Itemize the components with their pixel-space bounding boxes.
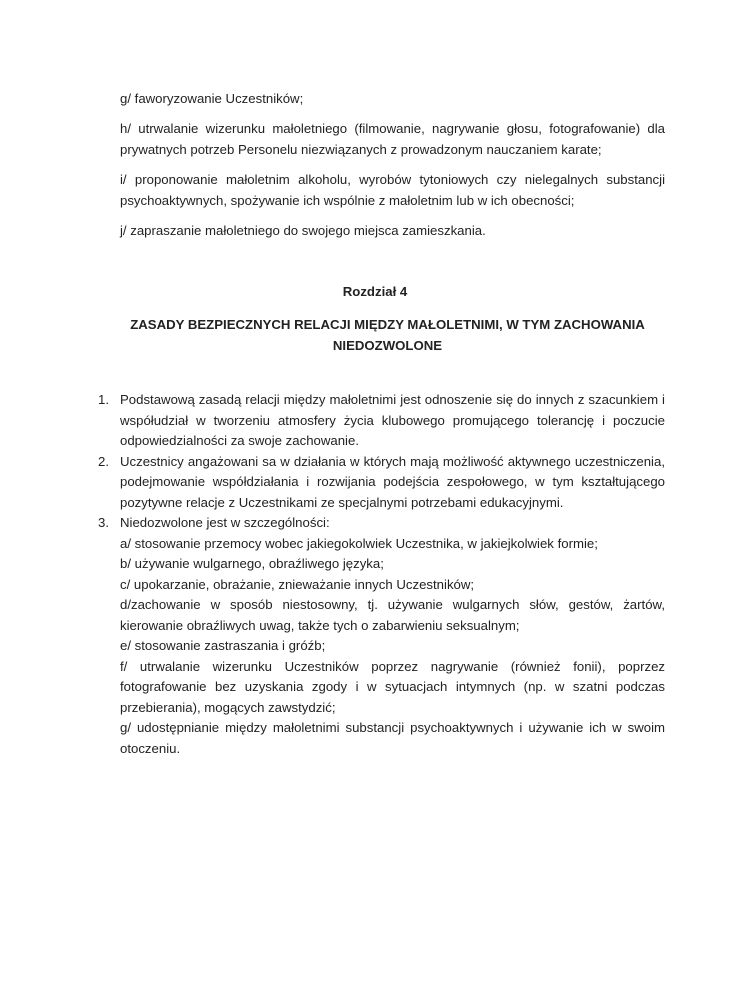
rule-number: 1.	[98, 392, 109, 407]
rule-text: Niedozwolone jest w szczególności:	[120, 515, 330, 530]
rule-subitem-b: b/ używanie wulgarnego, obraźliwego języka;	[120, 556, 384, 571]
rule-item-1	[98, 390, 665, 452]
rule-number: 2.	[98, 453, 109, 469]
rule-subitem-d: d/zachowanie w sposób niestosowny, tj. używanie wulgarnych słów, gestów, żartów, kierowanie obraźliwych uwag, także tych o zabarwieniu seksualnym;	[120, 597, 665, 633]
rule-text: Uczestnicy angażowani sa w działania w których mają możliwość aktywnego uczestniczenia, podejmowanie współdziałania i rozwijania podejścia zespołowego, w tym kształtującego pozytywne relacje z Uczestnikami ze specjalnymi potrzebami edukacyjnymi.	[120, 453, 665, 510]
rule-text: Podstawową zasadą relacji między małoletnimi jest odnoszenie się do innych z szacunkiem i współudział w tworzeniu atmosfery życia klubowego promującego tolerancję i poczucie odpowiedzialności za swoje zachowanie.	[120, 392, 665, 448]
rule-subitem-e: e/ stosowanie zastraszania i gróźb;	[120, 638, 326, 653]
rules-list	[98, 390, 665, 759]
rule-number: 3.	[98, 515, 109, 530]
paragraph-item-j: j/ zapraszanie małoletniego do swojego miejsca zamieszkania.	[120, 223, 486, 238]
rule-item-2	[98, 452, 665, 514]
chapter-label: Rozdział 4	[342, 284, 408, 299]
rule-item-3	[98, 513, 665, 759]
rule-subitem-f: f/ utrwalanie wizerunku Uczestników poprzez nagrywanie (również fonii), poprzez fotografowanie bez uzyskania zgody i w sytuacjach intymnych (np. w szatni podczas przebierania), mogących zawstydzić;	[120, 658, 665, 715]
paragraph-item-g: g/ faworyzowanie Uczestników;	[120, 91, 304, 106]
rule-subitem-a: a/ stosowanie przemocy wobec jakiegokolwiek Uczestnika, w jakiejkolwiek formie;	[120, 535, 598, 551]
chapter-title: ZASADY BEZPIECZNYCH RELACJI MIĘDZY MAŁOLETNIMI, W TYM ZACHOWANIA NIEDOZWOLONE	[130, 317, 645, 353]
paragraph-item-h: h/ utrwalanie wizerunku małoletniego (filmowanie, nagrywanie głosu, fotografowanie) dla prywatnych potrzeb Personelu niezwiązanych z prowadzonym nauczaniem karate;	[120, 121, 665, 157]
rule-subitem-g: g/ udostępnianie między małoletnimi substancji psychoaktywnych i używanie ich w swoim otoczeniu.	[120, 720, 665, 756]
paragraph-item-i: i/ proponowanie małoletnim alkoholu, wyrobów tytoniowych czy nielegalnych substancji psychoaktywnych, spożywanie ich wspólnie z małoletnim lub w ich obecności;	[120, 172, 665, 208]
rule-subitem-c: c/ upokarzanie, obrażanie, znieważanie innych Uczestników;	[120, 576, 475, 592]
